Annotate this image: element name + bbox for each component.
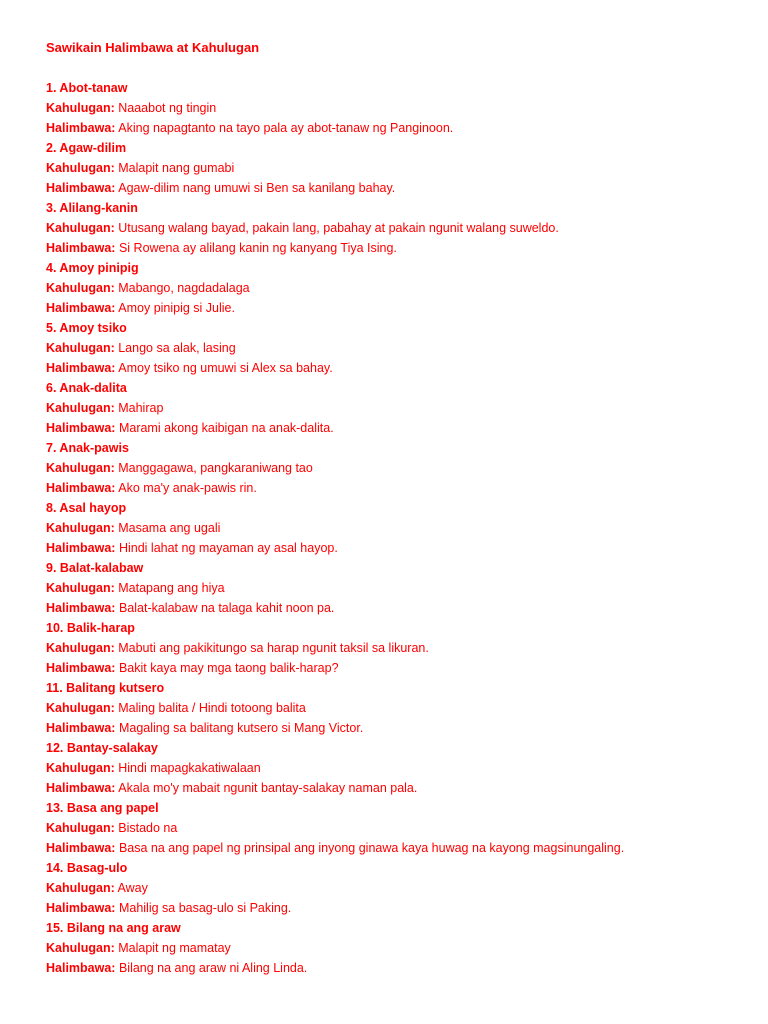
meaning-text: Mahirap [118, 401, 164, 415]
entry-example [46, 898, 746, 918]
example-text: Amoy tsiko ng umuwi si Alex sa bahay. [118, 361, 333, 375]
example-label: Halimbawa: [46, 841, 116, 855]
example-text: Balat-kalabaw na talaga kahit noon pa. [118, 601, 335, 615]
entry-example [46, 238, 746, 258]
example-label: Halimbawa: [46, 781, 116, 795]
meaning-label: Kahulugan: [46, 941, 115, 955]
entry-term: 6. Anak-dalita [46, 381, 127, 395]
example-label: Halimbawa: [46, 721, 116, 735]
meaning-label: Kahulugan: [46, 161, 115, 175]
entry-meaning [46, 818, 746, 838]
example-text: Amoy pinipig si Julie. [118, 301, 235, 315]
example-label: Halimbawa: [46, 961, 116, 975]
entry-term: 14. Basag-ulo [46, 861, 128, 875]
example-label: Halimbawa: [46, 481, 116, 495]
example-text: Basa na ang papel ng prinsipal ang inyong ginawa kaya huwag na kayong magsinungaling. [118, 841, 625, 855]
example-text: Bilang na ang araw ni Aling Linda. [118, 961, 308, 975]
example-label: Halimbawa: [46, 361, 116, 375]
meaning-text: Maling balita / Hindi totoong balita [118, 701, 306, 715]
meaning-text: Mabuti ang pakikitungo sa harap ngunit taksil sa likuran. [118, 641, 429, 655]
meaning-text: Lango sa alak, lasing [118, 341, 236, 355]
entry-term: 11. Balitang kutsero [46, 681, 165, 695]
entry-meaning [46, 578, 746, 598]
example-text: Marami akong kaibigan na anak-dalita. [118, 421, 334, 435]
entry-example [46, 178, 746, 198]
meaning-label: Kahulugan: [46, 881, 115, 895]
example-text: Mahilig sa basag-ulo si Paking. [118, 901, 292, 915]
entry-example [46, 418, 746, 438]
meaning-label: Kahulugan: [46, 761, 115, 775]
meaning-label: Kahulugan: [46, 821, 115, 835]
meaning-text: Masama ang ugali [118, 521, 221, 535]
example-label: Halimbawa: [46, 601, 116, 615]
entry-meaning [46, 638, 746, 658]
example-text: Akala mo'y mabait ngunit bantay-salakay naman pala. [118, 781, 418, 795]
meaning-text: Manggagawa, pangkaraniwang tao [118, 461, 313, 475]
example-text: Agaw-dilim nang umuwi si Ben sa kanilang bahay. [118, 181, 396, 195]
example-text: Ako ma'y anak-pawis rin. [118, 481, 257, 495]
meaning-text: Bistado na [118, 821, 178, 835]
example-label: Halimbawa: [46, 181, 116, 195]
meaning-text: Utusang walang bayad, pakain lang, pabahay at pakain ngunit walang suweldo. [118, 221, 559, 235]
meaning-text: Malapit ng mamatay [118, 941, 231, 955]
entry-example [46, 718, 746, 738]
example-text: Si Rowena ay alilang kanin ng kanyang Tiya Ising. [118, 241, 397, 255]
entry-term: 9. Balat-kalabaw [46, 561, 144, 575]
meaning-text: Malapit nang gumabi [118, 161, 235, 175]
example-text: Aking napagtanto na tayo pala ay abot-tanaw ng Panginoon. [118, 121, 454, 135]
entry-example [46, 778, 746, 798]
entry-meaning [46, 218, 746, 238]
entry-term: 8. Asal hayop [46, 501, 127, 515]
example-text: Hindi lahat ng mayaman ay asal hayop. [118, 541, 338, 555]
meaning-label: Kahulugan: [46, 701, 115, 715]
meaning-label: Kahulugan: [46, 101, 115, 115]
meaning-label: Kahulugan: [46, 281, 115, 295]
entry-list [46, 78, 746, 978]
entry-meaning [46, 158, 746, 178]
entry-example [46, 538, 746, 558]
meaning-text: Away [117, 881, 148, 895]
entry-example [46, 958, 746, 978]
entry-term: 7. Anak-pawis [46, 441, 129, 455]
entry-example [46, 658, 746, 678]
document-title: Sawikain Halimbawa at Kahulugan [46, 40, 260, 55]
meaning-label: Kahulugan: [46, 221, 115, 235]
meaning-label: Kahulugan: [46, 461, 115, 475]
entry-meaning [46, 98, 746, 118]
meaning-text: Matapang ang hiya [118, 581, 225, 595]
entry-term: 13. Basa ang papel [46, 801, 159, 815]
example-label: Halimbawa: [46, 301, 116, 315]
entry-example [46, 478, 746, 498]
example-text: Magaling sa balitang kutsero si Mang Victor. [118, 721, 364, 735]
entry-term: 1. Abot-tanaw [46, 81, 128, 95]
meaning-label: Kahulugan: [46, 581, 115, 595]
example-text: Bakit kaya may mga taong balik-harap? [118, 661, 339, 675]
entry-example [46, 598, 746, 618]
meaning-label: Kahulugan: [46, 401, 115, 415]
example-label: Halimbawa: [46, 901, 116, 915]
example-label: Halimbawa: [46, 121, 116, 135]
entry-example [46, 358, 746, 378]
entry-meaning [46, 278, 746, 298]
entry-term: 10. Balik-harap [46, 621, 135, 635]
meaning-text: Hindi mapagkakatiwalaan [118, 761, 261, 775]
entry-example [46, 838, 746, 858]
entry-term: 12. Bantay-salakay [46, 741, 158, 755]
entry-meaning [46, 938, 746, 958]
example-label: Halimbawa: [46, 541, 116, 555]
entry-term: 4. Amoy pinipig [46, 261, 139, 275]
entry-meaning [46, 338, 746, 358]
entry-term: 5. Amoy tsiko [46, 321, 127, 335]
example-label: Halimbawa: [46, 661, 116, 675]
entry-meaning [46, 458, 746, 478]
meaning-text: Mabango, nagdadalaga [118, 281, 250, 295]
meaning-label: Kahulugan: [46, 341, 115, 355]
meaning-label: Kahulugan: [46, 641, 115, 655]
entry-example [46, 298, 746, 318]
entry-meaning [46, 398, 746, 418]
entry-meaning [46, 878, 746, 898]
entry-term: 2. Agaw-dilim [46, 141, 127, 155]
meaning-label: Kahulugan: [46, 521, 115, 535]
meaning-text: Naaabot ng tingin [118, 101, 217, 115]
entry-term: 3. Alilang-kanin [46, 201, 138, 215]
example-label: Halimbawa: [46, 421, 116, 435]
example-label: Halimbawa: [46, 241, 116, 255]
spacer [46, 58, 746, 78]
entry-meaning [46, 518, 746, 538]
entry-example [46, 118, 746, 138]
entry-meaning [46, 698, 746, 718]
document-page [46, 38, 746, 978]
entry-meaning [46, 758, 746, 778]
entry-term: 15. Bilang na ang araw [46, 921, 181, 935]
